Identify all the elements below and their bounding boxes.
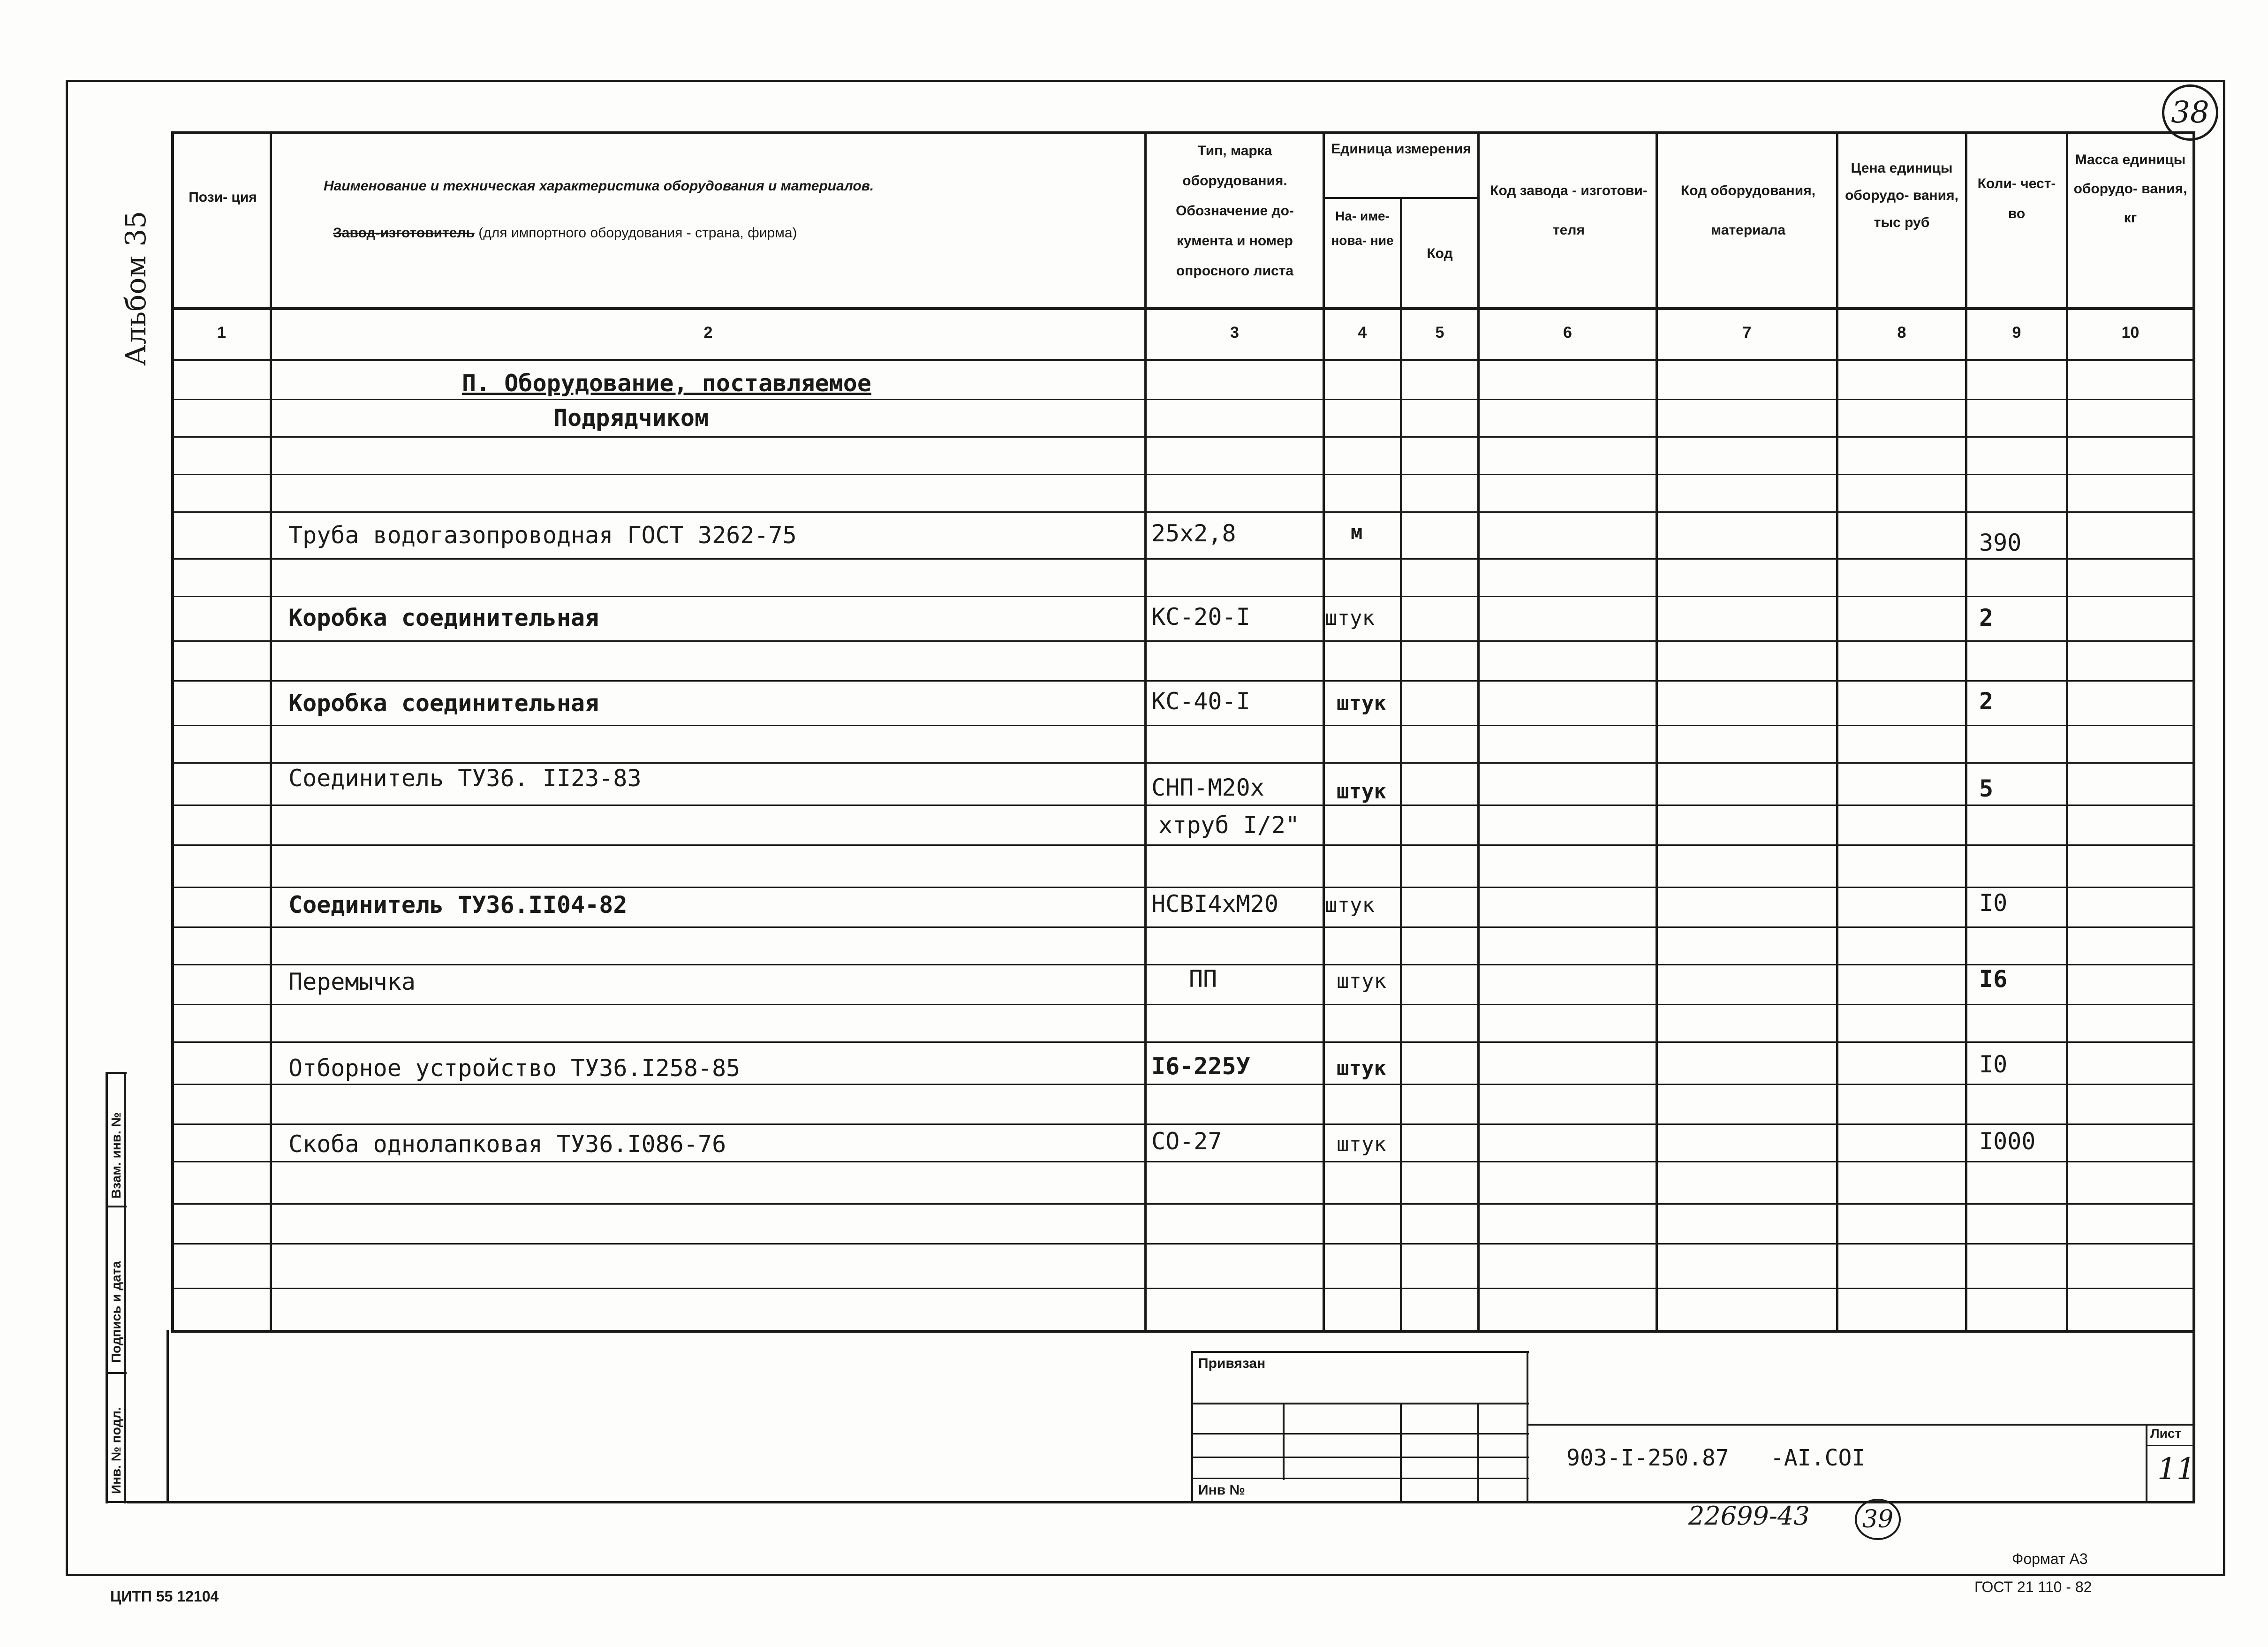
stamp-list-label: Лист — [2150, 1426, 2182, 1441]
row-name: Перемычка — [288, 968, 416, 995]
row-line — [171, 1084, 2195, 1085]
side-stamp-line — [106, 1206, 127, 1207]
header-unit-group: Единица измерения — [1331, 141, 1471, 157]
gost-label: ГОСТ 21 110 - 82 — [1974, 1579, 2092, 1595]
row-unit: штук — [1337, 691, 1386, 715]
row-qty: I0 — [1979, 889, 2008, 917]
side-stamp-line — [106, 1072, 108, 1503]
row-name: Соединитель ТУ36. II23-83 — [288, 765, 642, 792]
row-line — [171, 399, 2195, 400]
stamp-list-number: 11 — [2157, 1452, 2196, 1487]
row-name: Скоба однолапковая ТУ36.I086-76 — [288, 1131, 726, 1158]
header-name-line1: Наименование и техническая характеристика оборудования и материалов. — [324, 178, 874, 194]
row-line — [171, 511, 2195, 513]
column-number: 1 — [217, 324, 226, 342]
table-top — [171, 131, 2195, 134]
row-line — [171, 1161, 2195, 1162]
frame-right — [2223, 80, 2225, 1576]
bottom-left-label: ЦИТП 55 12104 — [110, 1588, 219, 1605]
header-name-line2 — [333, 225, 797, 241]
row-line — [171, 558, 2195, 560]
row-unit: штук — [1337, 1056, 1386, 1080]
table-colnum-bottom — [171, 359, 2195, 361]
header-mass: Масса единицы оборудо- вания, кг — [2073, 152, 2187, 226]
stamp-inv-no: Инв № — [1198, 1482, 1245, 1498]
row-line — [171, 596, 2195, 597]
sheet-number-top: 38 — [2171, 95, 2209, 130]
row-line — [171, 1243, 2195, 1245]
row-line — [171, 1123, 2195, 1125]
column-number: 5 — [1435, 324, 1444, 342]
column-number: 2 — [703, 324, 713, 342]
row-qty: 2 — [1979, 688, 1994, 715]
table-right — [2192, 131, 2195, 1501]
sheet-number-circle — [2162, 84, 2218, 141]
side-label-inv: Инв. № подл. — [109, 1407, 123, 1494]
table-header-bottom — [171, 307, 2195, 310]
row-unit: штук — [1337, 780, 1386, 804]
stamp-code-top — [1527, 1424, 2195, 1426]
row-line — [171, 964, 2195, 965]
table-left — [171, 131, 174, 1332]
row-type-continued: хтруб I/2" — [1158, 812, 1300, 839]
stamp-code: 903-I-250.87 — [1566, 1445, 1729, 1471]
section-title-line2: Подрядчиком — [553, 404, 709, 432]
unit-group-line — [1323, 197, 1477, 199]
column-number: 8 — [1897, 324, 1906, 342]
row-unit: штук — [1325, 606, 1375, 630]
row-unit: штук — [1337, 1132, 1386, 1156]
album-label: Альбом 35 — [120, 211, 152, 366]
row-line — [171, 1041, 2195, 1043]
row-name: Соединитель ТУ36.II04-82 — [288, 891, 627, 918]
row-type: КС-40-I — [1151, 688, 1250, 715]
stamp-box — [1400, 1403, 1402, 1501]
column-number: 10 — [2121, 324, 2139, 342]
frame-bottom — [66, 1574, 2223, 1576]
row-line — [171, 1288, 2195, 1289]
col-line-7 — [1836, 131, 1838, 1332]
header-manufacturer: Завод-изготовитель — [333, 225, 475, 241]
row-name: Коробка соединительная — [288, 690, 599, 717]
row-type: НСВI4хМ20 — [1151, 890, 1278, 918]
row-qty: 2 — [1979, 604, 1994, 631]
row-qty: I0 — [1979, 1051, 2008, 1078]
col-line-1 — [270, 131, 272, 1332]
column-number: 6 — [1563, 324, 1572, 342]
handwritten-number: 22699-43 — [1688, 1501, 1810, 1531]
row-qty: I000 — [1979, 1128, 2036, 1155]
row-line — [171, 926, 2195, 928]
circled-number-text: 39 — [1862, 1505, 1894, 1533]
row-line — [171, 844, 2195, 846]
row-name: Труба водогазопроводная ГОСТ 3262-75 — [288, 522, 797, 549]
row-type: 25х2,8 — [1151, 520, 1236, 547]
header-plant-code: Код завода - изготови- теля — [1490, 183, 1648, 238]
header-price: Цена единицы оборудо- вания, тыс руб — [1845, 160, 1958, 230]
frame-left — [66, 80, 68, 1576]
row-type: КС-20-I — [1151, 603, 1250, 630]
row-line — [171, 474, 2195, 475]
row-type: ПП — [1189, 965, 1217, 993]
circled-number — [1855, 1499, 1901, 1540]
row-line — [171, 1004, 2195, 1005]
bottom-stamp-inner-left — [166, 1330, 169, 1503]
row-line — [171, 762, 2195, 764]
row-name: Коробка соединительная — [288, 604, 599, 631]
header-unit-name: На- име- нова- ние — [1331, 209, 1394, 248]
section-title-line1: П. Оборудование, поставляемое — [462, 370, 871, 397]
side-label-signature: Подпись и дата — [109, 1261, 123, 1363]
stamp-box — [1283, 1403, 1285, 1480]
row-qty: I6 — [1979, 965, 2008, 993]
row-type: СНП-М20х — [1151, 774, 1264, 801]
header-manufacturer-note: (для импортного оборудования - страна, фирма) — [474, 225, 797, 241]
row-line — [171, 680, 2195, 682]
row-line — [171, 887, 2195, 888]
col-line-8 — [1965, 131, 1967, 1332]
col-line-3 — [1323, 131, 1325, 1332]
column-number: 9 — [2012, 324, 2021, 342]
stamp-box — [1527, 1351, 1528, 1503]
row-line — [171, 725, 2195, 726]
header-type: Тип, марка оборудования. Обозначение до- кумента и номер опросного листа — [1176, 143, 1294, 279]
row-unit: штук — [1325, 893, 1375, 917]
header-quantity: Коли- чест- во — [1977, 176, 2056, 221]
row-type: СО-27 — [1151, 1128, 1222, 1155]
row-qty: 5 — [1979, 775, 1994, 802]
stamp-code-suffix: -AI.COI — [1770, 1445, 1866, 1471]
side-label-replace: Взам. инв. № — [109, 1112, 123, 1199]
header-unit-code: Код — [1427, 246, 1453, 261]
frame-top — [66, 80, 2223, 82]
stamp-privyazan: Привязан — [1198, 1356, 1266, 1371]
format-label: Формат А3 — [2012, 1550, 2088, 1567]
row-unit: м — [1351, 521, 1363, 544]
header-position: Пози- ция — [189, 190, 257, 205]
row-unit: штук — [1337, 969, 1386, 993]
row-line — [171, 640, 2195, 642]
column-number: 3 — [1230, 324, 1239, 342]
col-line-6 — [1656, 131, 1658, 1332]
side-stamp-line — [106, 1501, 127, 1503]
row-line — [171, 805, 2195, 806]
col-line-9 — [2066, 131, 2068, 1332]
row-line — [171, 436, 2195, 438]
column-number: 4 — [1358, 324, 1367, 342]
row-name: Отборное устройство ТУ36.I258-85 — [288, 1055, 741, 1082]
side-stamp-line — [106, 1072, 127, 1074]
row-qty: 390 — [1979, 529, 2022, 556]
stamp-list-mid — [2146, 1445, 2195, 1446]
col-line-2 — [1144, 131, 1147, 1332]
col-line-5 — [1477, 131, 1480, 1332]
row-line — [171, 1203, 2195, 1205]
stamp-list-left — [2146, 1424, 2147, 1503]
stamp-box — [1191, 1351, 1193, 1503]
side-stamp-line — [106, 1372, 127, 1374]
row-type: I6-225У — [1151, 1053, 1250, 1080]
column-number: 7 — [1742, 324, 1752, 342]
table-bottom — [171, 1330, 2195, 1333]
header-equipment-code: Код оборудования, материала — [1680, 183, 1816, 238]
stamp-box — [1477, 1403, 1479, 1501]
side-stamp-line — [124, 1072, 126, 1503]
stamp-box — [1191, 1351, 1529, 1353]
